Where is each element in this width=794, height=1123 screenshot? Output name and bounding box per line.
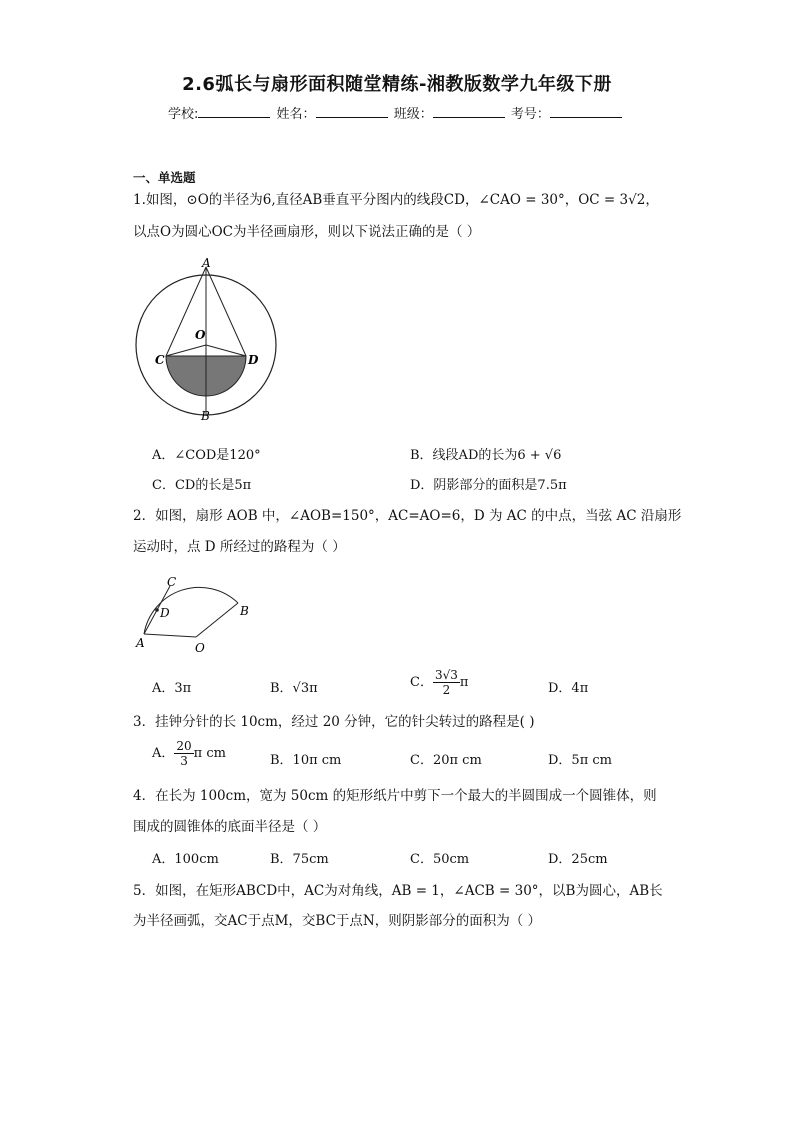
q3-option-a-fraction: $\frac{20}{3}$ <box>176 739 192 768</box>
class-label: 班级： <box>393 107 433 122</box>
q2-radius-oa <box>144 634 196 637</box>
q1-figure <box>130 255 290 425</box>
q1-segment-oc <box>166 345 206 356</box>
school-label: 学校: <box>168 107 199 122</box>
q3-option-b[interactable]: B．10π cm <box>270 753 342 768</box>
q1-segment-ac <box>166 267 206 356</box>
q1-option-a[interactable]: A．∠COD是120° <box>152 448 261 463</box>
q1-line2: 以点O为圆心OC为半径画扇形，则以下说法正确的是（ ） <box>133 224 481 240</box>
q1-option-b[interactable]: B．线段AD的长为6 + √6 <box>410 448 562 463</box>
class-blank <box>433 105 505 118</box>
q4-line2: 围成的圆锥体的底面半径是（ ） <box>133 819 327 835</box>
q4-option-c[interactable]: C．50cm <box>410 852 470 867</box>
q4-option-d[interactable]: D．25cm <box>548 852 608 867</box>
q2-label-a: A <box>136 636 145 650</box>
q2-option-c-fraction: $\frac{3√3}{2}$ <box>434 668 458 697</box>
q2-option-c[interactable] <box>410 668 468 697</box>
q2-label-d: D <box>160 606 170 620</box>
q2-option-b[interactable]: B．√3π <box>270 681 318 696</box>
q4-line1: 4．在长为 100cm，宽为 50cm 的矩形纸片中剪下一个最大的半圆围成一个圆锥体，则 <box>133 788 657 804</box>
q2-label-b: B <box>240 604 249 618</box>
q3-option-c[interactable]: C．20π cm <box>410 753 482 768</box>
q1-line1: 1.如图，⊙O的半径为6,直径AB垂直平分图内的线段CD，∠CAO = 30°，OC = 3√2， <box>133 192 659 208</box>
q1-segment-od <box>206 345 246 356</box>
school-blank <box>198 105 270 118</box>
q2-option-c-suffix: π <box>459 675 469 690</box>
exam-no-blank <box>550 105 622 118</box>
q2-line2: 运动时，点 D 所经过的路程为（ ） <box>133 539 346 555</box>
q1-option-c[interactable]: C．CD的长是5π <box>152 478 252 493</box>
q2-option-d[interactable]: D．4π <box>548 681 589 696</box>
page-title: 2.6弧长与扇形面积随堂精练-湘教版数学九年级下册 <box>182 74 612 95</box>
q2-label-c: C <box>167 575 177 589</box>
q3-option-d[interactable]: D．5π cm <box>548 753 612 768</box>
exam-no-label: 考号： <box>510 107 550 122</box>
q3-option-a[interactable] <box>152 739 226 768</box>
q4-option-a[interactable]: A．100cm <box>152 852 219 867</box>
q1-option-d[interactable]: D．阴影部分的面积是7.5π <box>410 478 567 493</box>
q5-line1: 5．如图，在矩形ABCD中，AC为对角线，AB = 1，∠ACB = 30°，以B为圆心，AB长 <box>133 883 663 899</box>
q2-line1: 2．如图，扇形 AOB 中，∠AOB=150°，AC=AO=6，D 为 AC 的中点，当弦 AC 沿扇形 <box>133 508 682 524</box>
q1-label-c: C <box>155 353 165 367</box>
q2-option-a[interactable]: A．3π <box>152 681 192 696</box>
q1-label-b: B <box>201 409 210 423</box>
q1-label-d: D <box>248 353 259 367</box>
q2-figure <box>130 572 260 657</box>
q2-option-c-prefix: C． <box>410 675 433 690</box>
q1-label-a: A <box>202 256 211 270</box>
q5-line2: 为半径画弧，交AC于点M，交BC于点N，则阴影部分的面积为（ ） <box>133 913 542 929</box>
student-info-line <box>168 103 624 122</box>
name-label: 姓名： <box>276 107 316 122</box>
q3-option-a-suffix: π cm <box>193 746 226 761</box>
q3-option-a-prefix: A． <box>152 746 175 761</box>
q1-segment-ad <box>206 267 246 356</box>
q2-label-o: O <box>195 641 205 655</box>
q2-radius-ob <box>196 603 238 637</box>
q2-midpoint-d <box>155 608 159 612</box>
q4-option-b[interactable]: B．75cm <box>270 852 329 867</box>
name-blank <box>316 105 388 118</box>
section-title: 一、单选题 <box>133 170 196 185</box>
q3-line1: 3．挂钟分针的长 10cm，经过 20 分钟，它的针尖转过的路程是( ) <box>133 714 535 730</box>
q1-label-o: O <box>195 328 206 342</box>
